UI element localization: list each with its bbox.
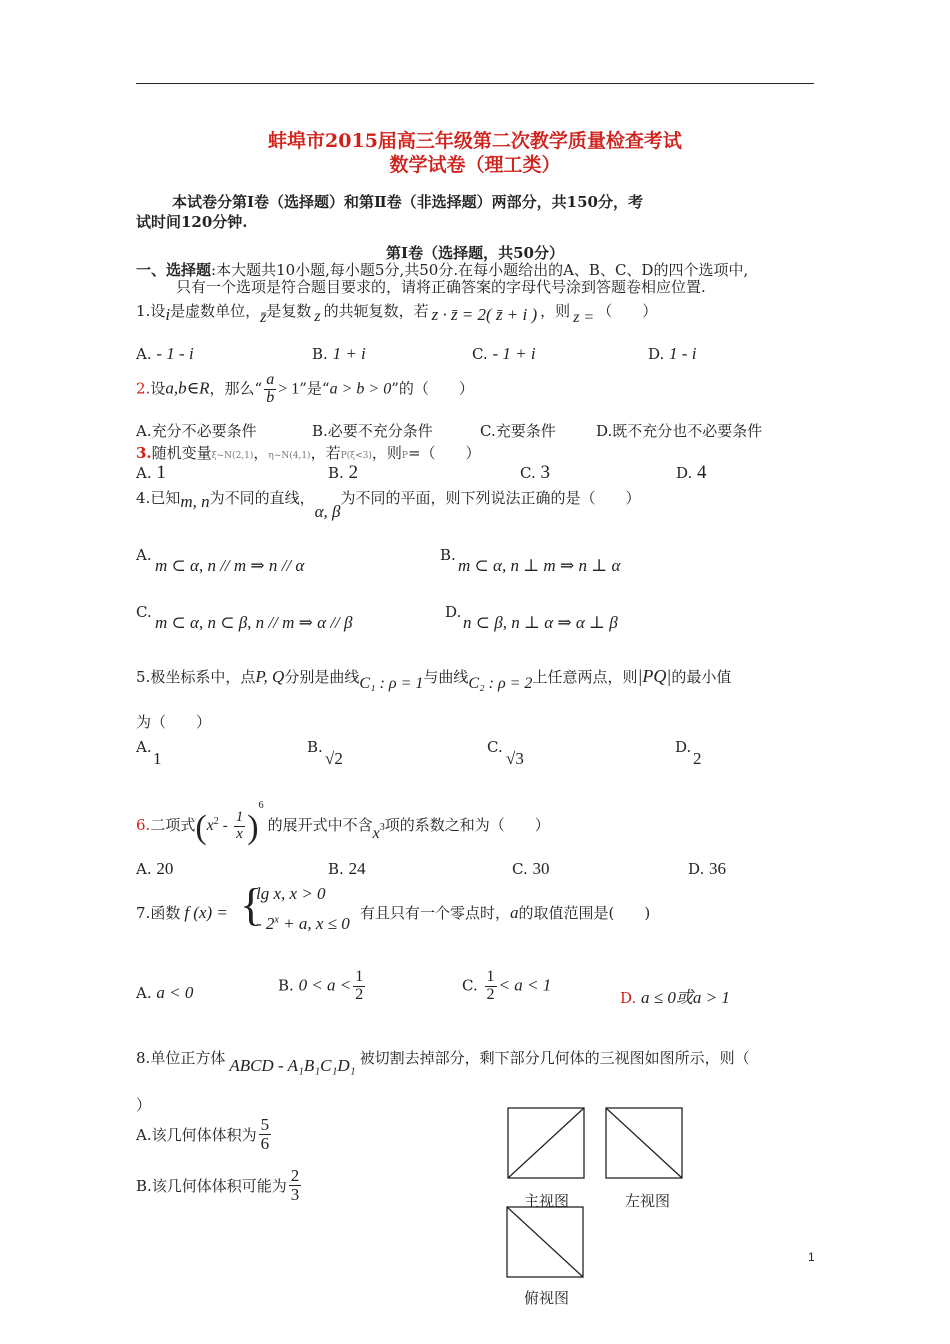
q6-option-b	[328, 859, 366, 879]
q2-frac-num: a	[266, 371, 275, 388]
q3-option-c-label: C.	[520, 464, 536, 482]
q4-option-d-value: n ⊂ β, n ⊥ α ⇒ α ⊥ β	[463, 613, 618, 632]
q6-text-2: 的展开式中不含	[267, 816, 373, 834]
side-view-diagonal	[606, 1108, 682, 1178]
q6-option-a-value: 20	[156, 859, 174, 878]
q8-a-num: 5	[260, 1115, 270, 1134]
page-number: 1	[808, 1250, 815, 1264]
question-2	[136, 372, 474, 407]
q6-expr-x: x	[206, 817, 214, 834]
q5-text-3: 与曲线	[423, 668, 469, 686]
q3-text-4: ，则	[371, 444, 402, 462]
q6-paren-open: (	[195, 809, 207, 846]
q4-option-c-label: C.	[136, 603, 152, 621]
q7-option-b	[278, 969, 367, 1004]
q7-option-b-value: 0 < a <	[298, 975, 352, 995]
q7-case-2-exp: x	[274, 914, 279, 926]
q7-option-a-value: a < 0	[156, 983, 194, 1002]
q6-text-3: 项的系数之和为（ ）	[384, 816, 550, 834]
q3-option-a-value: 1	[156, 462, 166, 483]
q8-b-num: 2	[290, 1166, 300, 1185]
q6-option-b-label: B.	[328, 860, 344, 878]
q1-option-b-value: 1 + i	[332, 344, 366, 363]
q2-text-4: ”的（ ）	[391, 379, 474, 398]
q3-option-d-value: 4	[697, 462, 707, 483]
q3-option-b-label: B.	[328, 464, 344, 482]
front-view-label: 主视图	[524, 1192, 570, 1210]
q1-text-4: 的共轭复数，若	[323, 302, 429, 320]
intro-line-1: 本试卷分第Ⅰ卷（选择题）和第Ⅱ卷（非选择题）两部分，共150分，考	[172, 193, 643, 211]
q1-option-d-value: 1 - i	[669, 344, 697, 363]
side-view-figure	[605, 1107, 685, 1181]
q7-option-d	[620, 983, 730, 1008]
header-rule	[136, 83, 814, 84]
q1-option-a	[136, 344, 194, 364]
q7-c-num: 1	[486, 968, 495, 985]
q2-text-3: ”是“	[299, 379, 330, 398]
q1-option-b-label: B.	[312, 345, 328, 363]
q7-option-c-fraction	[485, 969, 497, 1004]
q1-option-a-label: A.	[136, 345, 152, 363]
q4-var-ab: α, β	[314, 502, 341, 521]
q7-option-a	[136, 983, 193, 1003]
q6-paren-close: )	[247, 809, 259, 846]
q5-option-c-value: √3	[506, 749, 524, 768]
section-heading-text: :本大题共10小题,每小题5分,共50分.在每小题给出的A、B、C、D的四个选项中,	[211, 261, 749, 279]
q2-fraction	[264, 372, 276, 407]
q6-x3: x	[372, 825, 380, 842]
q5-number: 5.	[136, 668, 151, 686]
q7-option-d-value: a ≤ 0或a > 1	[641, 988, 730, 1007]
q7-c-den: 2	[486, 985, 495, 1003]
q6-expr-minus: -	[222, 818, 228, 834]
q7-text-3: 的取值范围是( )	[518, 904, 651, 922]
q3-text-2: ，	[253, 444, 269, 462]
q6-option-a	[136, 859, 173, 879]
q7-var-a: a	[510, 903, 519, 922]
q3-option-a-label: A.	[136, 464, 152, 482]
q4-option-b-label: B.	[440, 546, 456, 564]
q8-text-2: 被切割去掉部分，剩下部分几何体的三视图如图所示，则（	[359, 1049, 750, 1067]
q1-var-z: z	[314, 308, 321, 325]
side-view-label: 左视图	[625, 1192, 671, 1210]
q1-text-5: ，则	[540, 302, 571, 320]
q3-option-b	[328, 462, 358, 484]
q6-option-d-label: D.	[688, 860, 705, 878]
q6-text-1: 二项式	[150, 816, 196, 834]
q2-text-1: 设	[150, 379, 166, 398]
q5-option-c-label: C.	[487, 738, 503, 756]
q8-option-a	[136, 1116, 273, 1153]
exam-title: 蚌埠市2015届高三年级第二次教学质量检查考试	[268, 130, 682, 152]
q5-abs-pq: |PQ|	[637, 666, 672, 686]
q1-option-d	[648, 344, 696, 364]
q1-option-d-label: D.	[648, 345, 665, 363]
q3-option-d	[676, 462, 707, 484]
q8-number: 8.	[136, 1049, 151, 1067]
q3-tiny-1: ξ~N(2,1)	[211, 451, 254, 461]
q1-text-1: 设	[150, 302, 166, 320]
q7-case-2-base: - 2	[256, 914, 275, 933]
q1-option-a-value: - 1 - i	[156, 344, 194, 363]
q2-gt-one: > 1	[278, 380, 300, 398]
question-3	[136, 442, 481, 463]
q2-vars: a,b∈R	[165, 378, 210, 398]
q1-text-2: 是虚数单位，	[170, 302, 261, 320]
q1-option-c-label: C.	[472, 345, 488, 363]
q4-option-d-label: D.	[445, 603, 462, 621]
q4-text-1: 已知	[150, 489, 181, 507]
q5-option-b-value: √2	[325, 749, 343, 768]
q3-option-c-value: 3	[540, 462, 550, 483]
q6-option-a-label: A.	[136, 860, 152, 878]
q5-option-a-value: 1	[153, 749, 162, 768]
q3-tiny-3: P(ξ<3)	[340, 451, 372, 461]
q1-option-c	[472, 344, 536, 364]
q4-number: 4.	[136, 489, 151, 507]
q1-paren: （ ）	[597, 302, 658, 320]
q7-number: 7.	[136, 904, 151, 922]
q8-a-den: 6	[260, 1133, 270, 1153]
q5-option-b-label: B.	[307, 738, 323, 756]
q5-text-1: 极坐标系中，点	[150, 668, 256, 686]
q2-option-c: C.充要条件	[480, 422, 556, 440]
q8-line-2: ）	[136, 1096, 152, 1114]
q5-curve-2: C₂ : ρ = 2	[468, 675, 533, 692]
q6-expr-square: 2	[213, 816, 219, 827]
q1-var-zbar: z̄	[260, 309, 267, 326]
front-view-figure	[507, 1107, 587, 1181]
q1-option-c-value: - 1 + i	[492, 344, 536, 363]
q1-equation-2: z =	[573, 309, 595, 326]
q7-option-d-label: D.	[620, 989, 637, 1007]
top-view-diagonal	[507, 1207, 583, 1277]
q7-b-den: 2	[355, 985, 364, 1003]
question-7-prefix	[136, 902, 228, 923]
q2-option-b: B.必要不充分条件	[312, 422, 433, 440]
question-8	[136, 1047, 750, 1076]
q5-line-2: 为（ ）	[136, 713, 212, 731]
q5-text-4: 上任意两点，则	[532, 668, 638, 686]
q3-option-c	[520, 462, 550, 484]
question-5	[136, 666, 731, 693]
q7-case-1: lg x, x > 0	[256, 884, 326, 903]
q3-option-d-label: D.	[676, 464, 693, 482]
q6-option-c-value: 30	[532, 859, 550, 878]
q8-option-b-fraction	[289, 1167, 302, 1204]
q2-number: 2.	[136, 379, 151, 398]
q1-equation: z · z̄ = 2( z̄ + i )	[431, 305, 538, 324]
section-heading-line-2: 只有一个选项是符合题目要求的，请将正确答案的字母代号涂到答题卷相应位置.	[176, 278, 706, 296]
q6-option-c-label: C.	[512, 860, 528, 878]
section-heading-label: 一、选择题	[136, 261, 212, 279]
q3-text-5: =（ ）	[407, 444, 481, 462]
q1-number: 1.	[136, 302, 151, 320]
q4-option-c-value: m ⊂ α, n ⊂ β, n // m ⇒ α // β	[155, 613, 353, 632]
intro-line-2: 试时间120分钟.	[136, 213, 248, 231]
q6-fraction	[234, 810, 246, 843]
q6-exponent: 6	[258, 800, 264, 811]
q6-frac-den: x	[236, 825, 243, 842]
q7-option-c	[462, 969, 551, 1004]
q6-option-c	[512, 859, 550, 879]
q6-number: 6.	[136, 816, 151, 834]
q7-brace: {	[240, 879, 263, 930]
q7-text-2: 有且只有一个零点时，	[360, 904, 511, 922]
top-view-figure	[506, 1206, 586, 1280]
q7-option-b-fraction	[353, 969, 365, 1004]
q3-number: 3.	[136, 444, 152, 462]
q2-frac-den: b	[266, 388, 275, 406]
q3-option-b-value: 2	[348, 462, 359, 483]
question-6	[136, 800, 550, 847]
q4-option-a-label: A.	[136, 546, 152, 564]
q5-text-5: 的最小值	[671, 668, 732, 686]
section-title: 第Ⅰ卷（选择题，共50分）	[386, 244, 564, 262]
q4-var-mn: m, n	[180, 492, 210, 511]
q7-case-2	[256, 914, 350, 934]
q5-option-a-label: A.	[136, 738, 152, 756]
front-view-diagonal	[508, 1108, 584, 1178]
q7-text-1: 函数	[150, 904, 181, 922]
top-view-label: 俯视图	[524, 1289, 570, 1307]
q7-case-2-rest: + a, x ≤ 0	[278, 914, 350, 933]
q3-tiny-4: P	[401, 451, 408, 461]
question-1	[136, 300, 657, 327]
q7-b-num: 1	[355, 968, 364, 985]
q8-option-b-label: B.该几何体体积可能为	[136, 1176, 287, 1195]
q8-text-1: 单位正方体	[150, 1049, 226, 1067]
q8-cube: ABCD - A₁B₁C₁D₁	[229, 1056, 356, 1075]
q1-option-b	[312, 344, 366, 364]
q1-var-i: i	[165, 305, 171, 324]
q8-b-den: 3	[290, 1184, 300, 1204]
q3-option-a	[136, 462, 166, 484]
q6-option-d	[688, 859, 726, 879]
exam-subtitle: 数学试卷（理工类）	[389, 154, 561, 176]
q5-option-d-value: 2	[693, 749, 702, 768]
question-4	[136, 487, 641, 522]
q3-tiny-2: η~N(4,1)	[268, 451, 311, 461]
q5-var-pq: P, Q	[255, 667, 285, 686]
q4-option-a-value: m ⊂ α, n // m ⇒ n // α	[155, 556, 305, 575]
q3-text-1: 随机变量	[151, 444, 212, 462]
question-7-suffix	[360, 902, 650, 923]
q2-option-a: A.充分不必要条件	[136, 422, 257, 440]
q2-option-d: D.既不充分也不必要条件	[596, 422, 763, 440]
q6-x3-exp: 3	[379, 822, 385, 833]
q7-option-a-label: A.	[136, 984, 152, 1002]
q2-text-2: ，那么“	[209, 379, 263, 398]
q7-fx: f (x) =	[184, 903, 228, 922]
q2-condition: a > b > 0	[329, 380, 392, 398]
q4-option-b-value: m ⊂ α, n ⊥ m ⇒ n ⊥ α	[458, 556, 621, 575]
q4-text-2: 为不同的直线，	[209, 489, 315, 507]
q6-frac-num: 1	[235, 808, 244, 825]
q5-curve-1: C₁ : ρ = 1	[359, 675, 424, 692]
q4-text-3: 为不同的平面，则下列说法正确的是（ ）	[340, 489, 641, 507]
q6-option-d-value: 36	[709, 859, 727, 878]
q7-option-c-value: < a < 1	[498, 975, 552, 995]
q6-option-b-value: 24	[348, 859, 366, 878]
q5-option-d-label: D.	[675, 738, 692, 756]
q5-text-2: 分别是曲线	[284, 668, 360, 686]
q8-option-a-label: A.该几何体体积为	[136, 1125, 257, 1144]
q7-option-c-label: C.	[462, 976, 478, 995]
q8-option-b	[136, 1167, 303, 1204]
q8-option-a-fraction	[259, 1116, 272, 1153]
q1-text-3: 是复数	[266, 302, 312, 320]
q7-option-b-label: B.	[278, 976, 294, 995]
q3-text-3: ，若	[310, 444, 341, 462]
